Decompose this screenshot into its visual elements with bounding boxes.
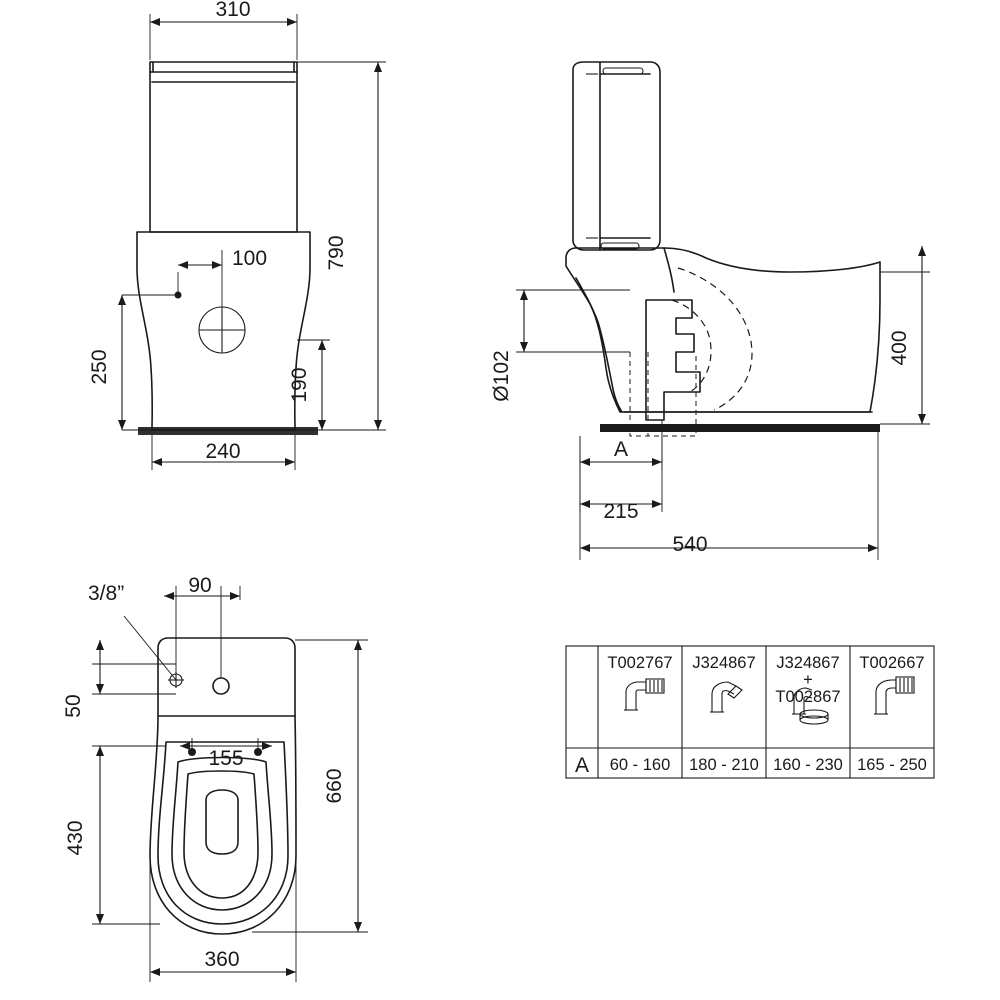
table-code-3-line3: T002867 bbox=[775, 688, 841, 706]
table-range-1: 60 - 160 bbox=[609, 756, 671, 774]
dim-plan-inlet-offset-x: 90 bbox=[188, 574, 212, 597]
dim-plan-total-depth: 660 bbox=[323, 768, 346, 804]
dim-side-outlet-diameter: Ø102 bbox=[490, 350, 513, 402]
dim-front-inlet-offset: 100 bbox=[232, 247, 268, 270]
dim-plan-inlet-thread: 3/8” bbox=[88, 582, 125, 605]
dim-front-total-height: 790 bbox=[325, 235, 348, 271]
dim-plan-bowl-depth: 430 bbox=[64, 820, 87, 856]
dim-side-bowl-height: 400 bbox=[888, 330, 911, 366]
dim-front-foot-width: 240 bbox=[205, 440, 241, 463]
top-plan-dimensions bbox=[62, 574, 368, 982]
side-elevation-geometry bbox=[566, 62, 880, 436]
front-elevation-dimensions bbox=[88, 0, 386, 470]
table-code-4: T002667 bbox=[859, 654, 925, 672]
connector-table-geometry bbox=[566, 646, 934, 778]
dim-front-inlet-height: 250 bbox=[88, 349, 111, 385]
dim-plan-inlet-offset-y: 50 bbox=[62, 694, 85, 718]
side-elevation-dimensions bbox=[490, 246, 930, 560]
table-code-3-line2: + bbox=[803, 671, 813, 689]
table-code-1: T002767 bbox=[607, 654, 673, 672]
top-plan-geometry bbox=[150, 638, 296, 934]
table-range-3: 160 - 230 bbox=[773, 756, 843, 774]
dim-side-outlet-a: A bbox=[613, 438, 629, 461]
dim-side-total-depth: 540 bbox=[672, 533, 708, 556]
dim-front-base-height: 190 bbox=[288, 367, 311, 403]
table-range-4: 165 - 250 bbox=[857, 756, 927, 774]
table-code-3-line1: J324867 bbox=[776, 654, 840, 672]
dim-front-width-top: 310 bbox=[215, 0, 251, 21]
dim-side-outlet-offset: 215 bbox=[603, 500, 639, 523]
dim-plan-seat-fixing-centres: 155 bbox=[208, 747, 244, 770]
table-code-2: J324867 bbox=[692, 654, 756, 672]
table-row-label-a: A bbox=[574, 754, 590, 777]
dim-plan-total-width: 360 bbox=[204, 948, 240, 971]
table-range-2: 180 - 210 bbox=[689, 756, 759, 774]
